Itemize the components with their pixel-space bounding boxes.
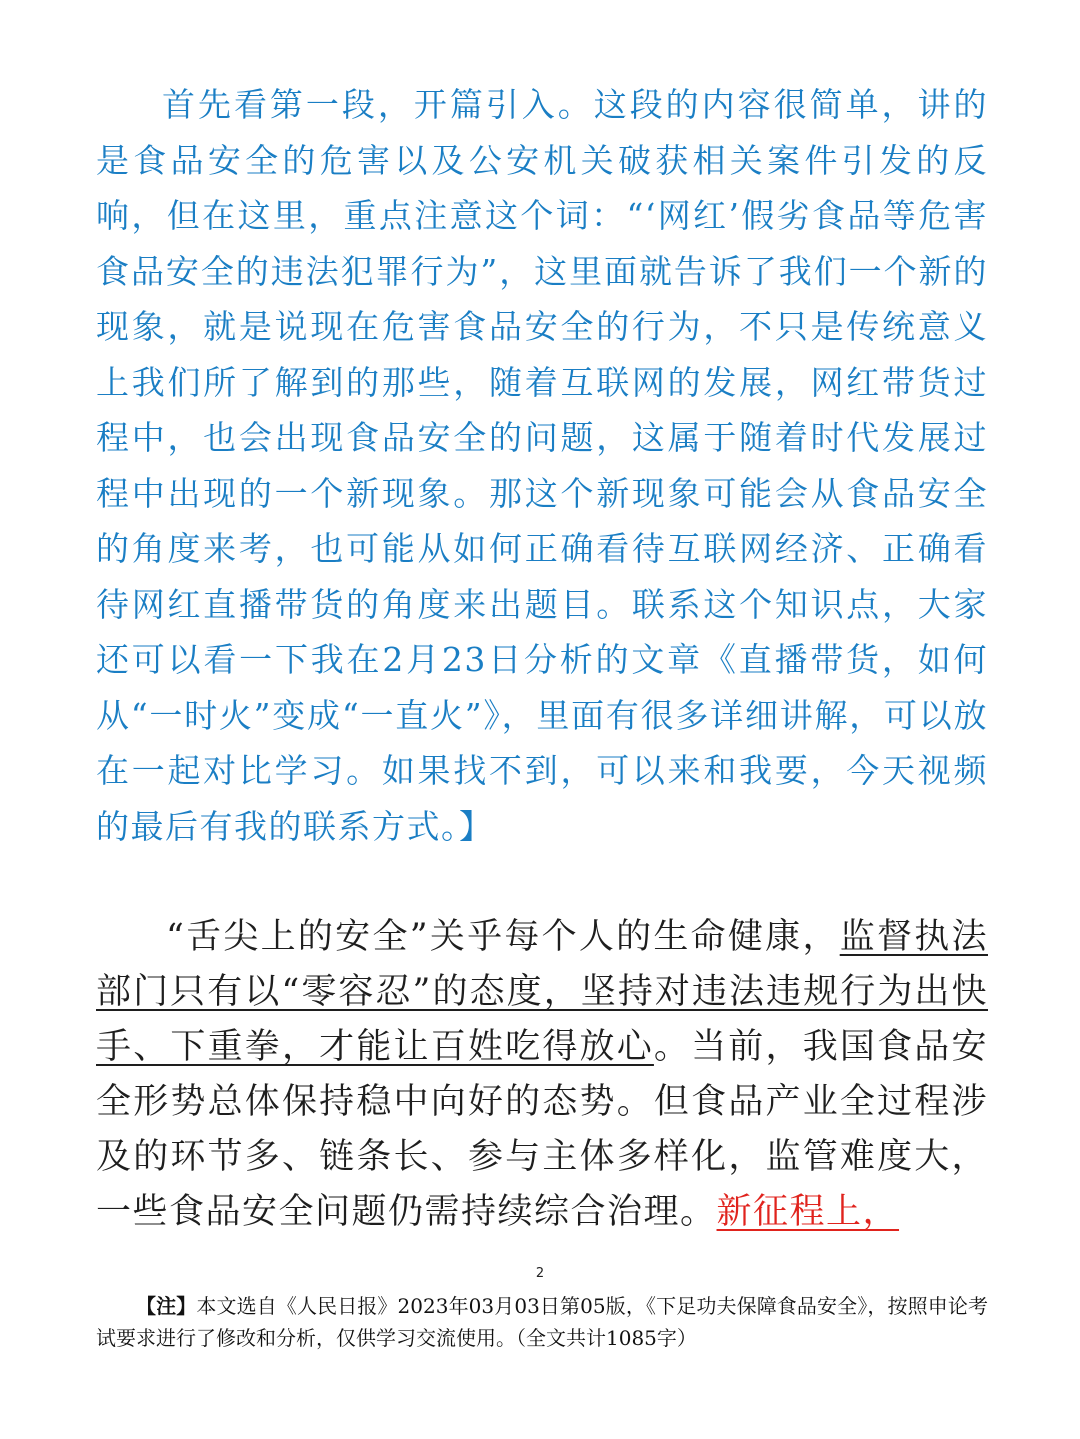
red-highlight-text: 新征程上， xyxy=(716,1192,900,1232)
article-text-continued: 。当前，我国食品安全形势总体保持稳中向好的态势。但食品产业全过程涉及的环节多、链条长、参与主体多样化，监管难度大，一些食品安全问题仍需持续综合治理。 xyxy=(96,1027,988,1232)
analysis-paragraph xyxy=(96,77,988,854)
underlined-key-sentence: 监督执法部门只有以“零容忍”的态度，坚持对违法违规行为出快手、下重拳，才能让百姓吃得放心 xyxy=(96,917,988,1067)
analysis-text: 首先看第一段，开篇引入。这段的内容很简单，讲的是食品安全的危害以及公安机关破获相关案件引发的反响，但在这里，重点注意这个词：“‘网红’假劣食品等危害食品安全的违法犯罪行为”，这里面就告诉了我们一个新的现象，就是说现在危害食品安全的行为，不只是传统意义上我们所了解到的那些，随着互联网的发展，网红带货过程中，也会出现食品安全的问题，这属于随着时代发展过程中出现的一个新现象。那这个新现象可能会从食品安全的角度来考，也可能从如何正确看待互联网经济、正确看待网红直播带货的角度来出题目。联系这个知识点，大家还可以看一下我在2月23日分析的文章《直播带货，如何从“一时火”变成“一直火”》，里面有很多详细讲解，可以放在一起对比学习。如果找不到，可以来和我要，今天视频的最后有我的联系方式。】 xyxy=(96,85,988,846)
footnote-text: 本文选自《人民日报》2023年03月03日第05版，《下足功夫保障食品安全》，按照申论考试要求进行了修改和分析，仅供学习交流使用。（全文共计1085字） xyxy=(96,1294,988,1350)
footnote-label: 【注】 xyxy=(136,1294,197,1318)
page-number: 2 xyxy=(535,1266,545,1281)
footnote xyxy=(96,1290,988,1354)
article-text-intro: “舌尖上的安全”关乎每个人的生命健康， xyxy=(166,917,840,957)
article-paragraph xyxy=(96,910,988,1240)
